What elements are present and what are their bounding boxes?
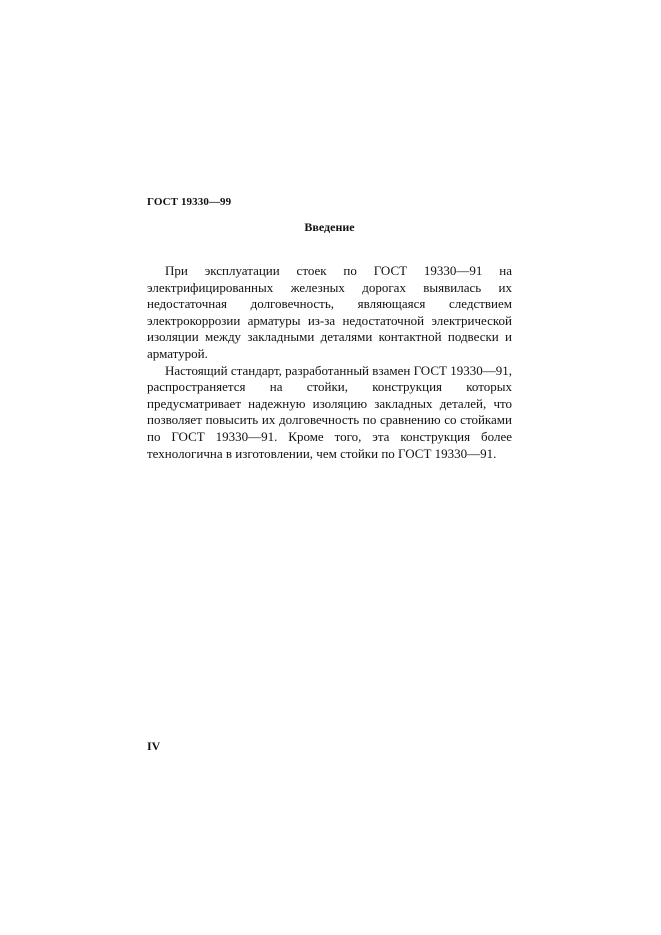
paragraph: Настоящий стандарт, разработанный взамен ГОСТ 19330—91, распространяется на стойки, конструкция которых предусматривает надежную изоляцию закладных деталей, что позволяет повысить их долговечность по сравнению со стойками по ГОСТ 19330—91. Кроме того, эта конструкция более технологична в изготовлении, чем стойки по ГОСТ 19330—91. [147, 362, 512, 461]
page-number: IV [147, 739, 161, 753]
paragraph: При эксплуатации стоек по ГОСТ 19330—91 на электрифицированных железных дорогах выявилась их недостаточная долговечность, являющаяся следствием электрокоррозии арматуры из-за недостаточной электрической изоляции между закладными деталями контактной подвески и арматурой. [147, 263, 512, 361]
running-head: ГОСТ 19330—99 [147, 196, 232, 208]
section-title: Введение [304, 220, 355, 234]
body-text [147, 263, 512, 462]
